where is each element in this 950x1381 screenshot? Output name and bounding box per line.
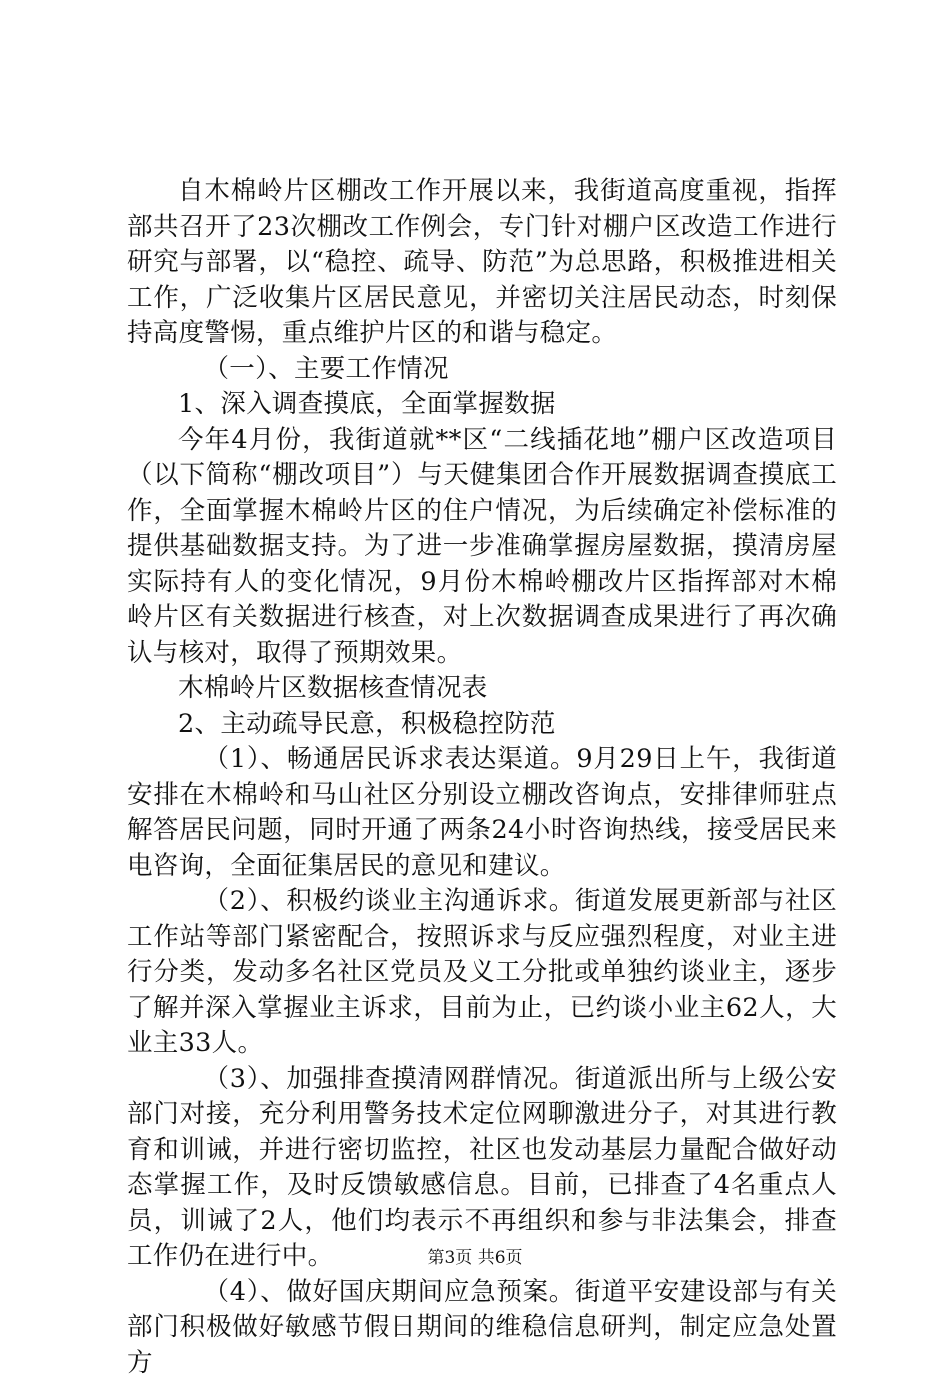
item-3-paragraph: （3）、加强排查摸清网群情况。街道派出所与上级公安部门对接，充分利用警务技术定位网聊激进分子，对其进行教育和训诫，并进行密切监控，社区也发动基层力量配合做好动态掌握工作，及时反馈敏感信息。目前，已排查了4名重点人员，训诫了2人，他们均表示不再组织和参与非法集会，排查工作仍在进行中。 <box>127 1062 837 1275</box>
data-survey-paragraph: 今年4月份，我街道就**区“二线插花地”棚户区改造项目（以下简称“棚改项目”）与天健集团合作开展数据调查摸底工作，全面掌握木棉岭片区的住户情况，为后续确定补偿标准的提供基础数据支持。为了进一步准确掌握房屋数据，摸清房屋实际持有人的变化情况，9月份木棉岭棚改片区指挥部对木棉岭片区有关数据进行核查，对上次数据调查成果进行了再次确认与核对，取得了预期效果。 <box>127 423 837 672</box>
item-1-paragraph: （1）、畅通居民诉求表达渠道。9月29日上午，我街道安排在木棉岭和马山社区分别设立棚改咨询点，安排律师驻点解答居民问题，同时开通了两条24小时咨询热线，接受居民来电咨询，全面征集居民的意见和建议。 <box>127 742 837 884</box>
subsection-heading-1: 1、深入调查摸底，全面掌握数据 <box>127 387 837 423</box>
document-body <box>127 174 837 1381</box>
item-2-paragraph: （2）、积极约谈业主沟通诉求。街道发展更新部与社区工作站等部门紧密配合，按照诉求与反应强烈程度，对业主进行分类，发动多名社区党员及义工分批或单独约谈业主，逐步了解并深入掌握业主诉求，目前为止，已约谈小业主62人，大业主33人。 <box>127 884 837 1062</box>
section-heading: （一）、主要工作情况 <box>127 352 837 388</box>
table-caption: 木棉岭片区数据核查情况表 <box>127 671 837 707</box>
subsection-heading-2: 2、主动疏导民意，积极稳控防范 <box>127 707 837 743</box>
intro-paragraph: 自木棉岭片区棚改工作开展以来，我街道高度重视，指挥部共召开了23次棚改工作例会，专门针对棚户区改造工作进行研究与部署，以“稳控、疏导、防范”为总思路，积极推进相关工作，广泛收集片区居民意见，并密切关注居民动态，时刻保持高度警惕，重点维护片区的和谐与稳定。 <box>127 174 837 352</box>
page-footer: 第3页 共6页 <box>0 1243 950 1268</box>
item-4-paragraph: （4）、做好国庆期间应急预案。街道平安建设部与有关部门积极做好敏感节假日期间的维稳信息研判，制定应急处置方 <box>127 1275 837 1381</box>
